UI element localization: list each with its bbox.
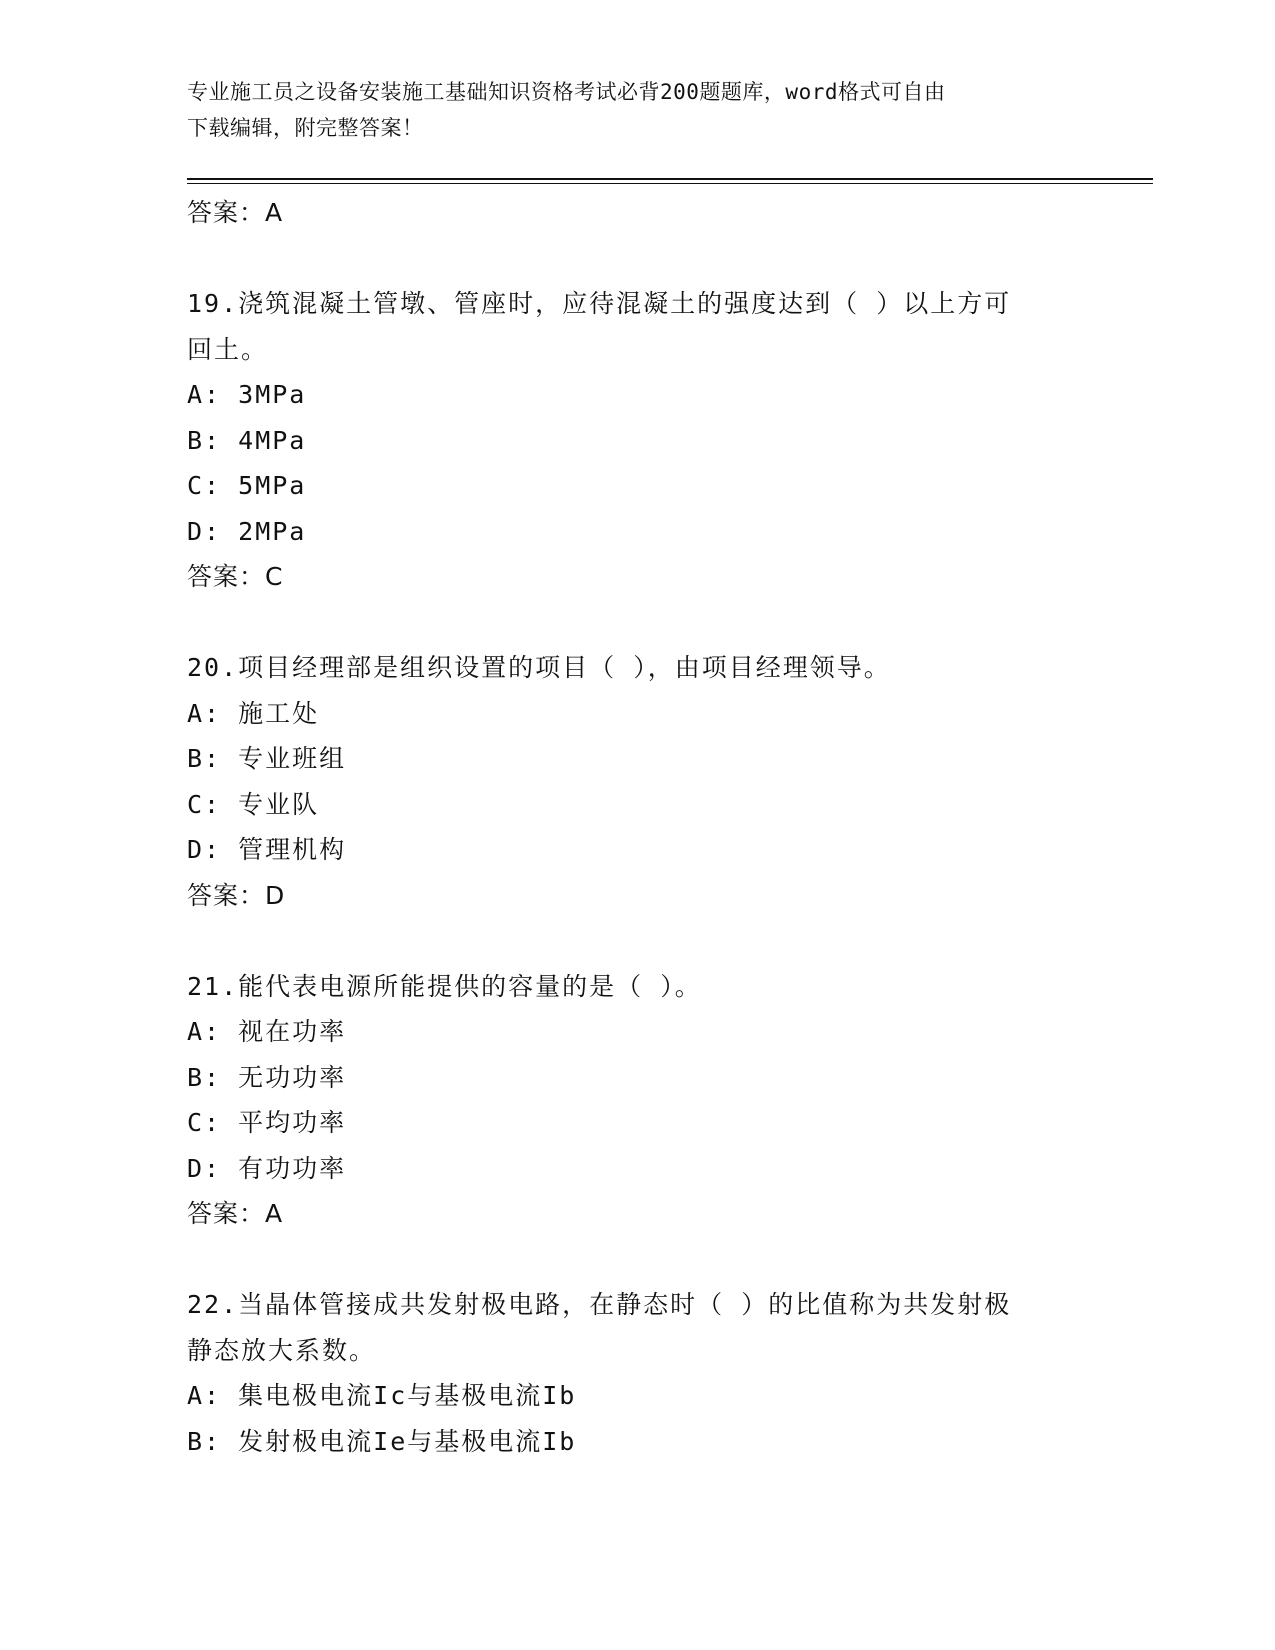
- spacer: [187, 1237, 1067, 1283]
- answer-line: 答案：A: [187, 198, 284, 227]
- question-block: [187, 1282, 1067, 1464]
- question-stem: 20.项目经理部是组织设置的项目（ ），由项目经理领导。: [187, 653, 891, 682]
- spacer: [187, 236, 1067, 282]
- question-stem: 21.能代表电源所能提供的容量的是（ ）。: [187, 971, 702, 1001]
- question-stem: 19.浇筑混凝土管墩、管座时，应待混凝土的强度达到（ ）以上方可: [187, 289, 1012, 318]
- option-b: B: 发射极电流Ie与基极电流Ib: [187, 1426, 577, 1456]
- option-a: A: 施工处: [187, 698, 320, 728]
- option-a: A: 3MPa: [187, 380, 307, 409]
- option-c: C: 专业队: [187, 789, 320, 819]
- header-divider-thick: [187, 178, 1153, 180]
- option-b: B: 无功功率: [187, 1062, 347, 1092]
- option-d: D: 管理机构: [187, 835, 347, 864]
- option-c: C: 平均功率: [187, 1108, 347, 1137]
- question-block: [187, 281, 1067, 600]
- question-stem: 静态放大系数。: [187, 1335, 377, 1365]
- option-c: C: 5MPa: [187, 471, 307, 500]
- question-stem: 回土。: [187, 334, 269, 364]
- question-list: [187, 190, 1067, 1464]
- option-a: A: 视在功率: [187, 1017, 347, 1046]
- answer-line: 答案：D: [187, 880, 286, 910]
- option-b: B: 4MPa: [187, 425, 307, 455]
- question-block: [187, 964, 1067, 1237]
- option-a: A: 集电极电流Ic与基极电流Ib: [187, 1381, 577, 1410]
- option-d: D: 2MPa: [187, 516, 307, 546]
- spacer: [187, 600, 1067, 646]
- header-line-2: 下载编辑，附完整答案！: [187, 116, 424, 140]
- header-divider-thin: [187, 183, 1153, 184]
- header-line-1: 专业施工员之设备安装施工基础知识资格考试必背200题题库，word格式可自由: [187, 80, 946, 104]
- answer-line: 答案：A: [187, 1199, 284, 1228]
- question-block: [187, 645, 1067, 918]
- option-d: D: 有功功率: [187, 1153, 347, 1183]
- document-header: [187, 74, 1067, 146]
- option-b: B: 专业班组: [187, 744, 347, 773]
- question-stem: 22.当晶体管接成共发射极电路，在静态时（ ）的比值称为共发射极: [187, 1290, 1012, 1319]
- spacer: [187, 918, 1067, 964]
- answer-line: 答案：C: [187, 562, 284, 591]
